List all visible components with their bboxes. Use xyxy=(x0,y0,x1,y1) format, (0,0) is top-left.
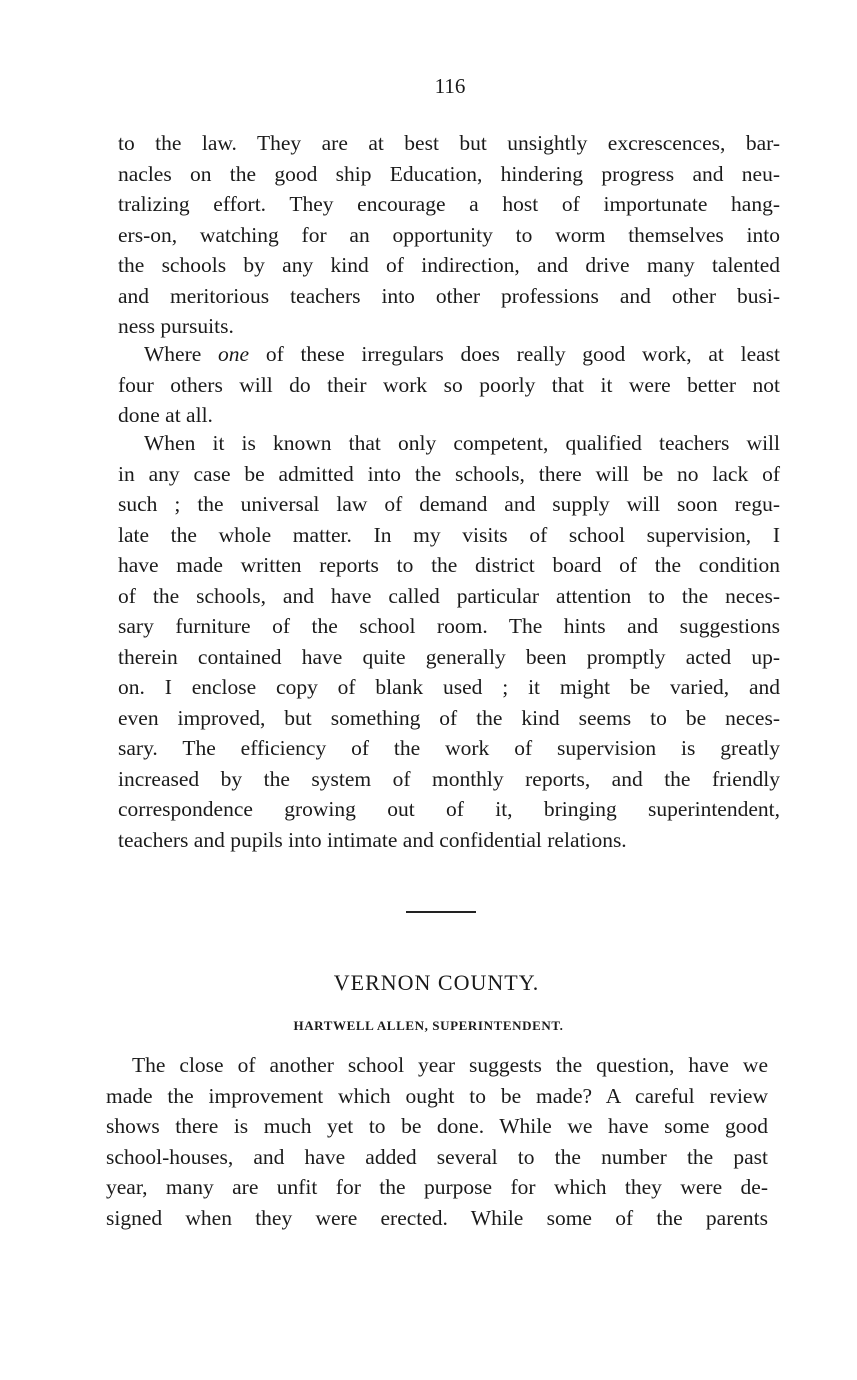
text-line: sary furniture of the school room. The hints and suggestions xyxy=(118,614,780,638)
text-fragment: Where xyxy=(144,342,219,366)
text-line: done at all. xyxy=(118,403,213,427)
text-line: school-houses, and have added several to the number the past xyxy=(106,1144,768,1169)
text-line: such ; the universal law of demand and supply will soon regu- xyxy=(118,492,780,516)
section-heading: VERNON COUNTY. xyxy=(333,970,540,995)
section-divider xyxy=(406,911,476,913)
text-line: ers-on, watching for an opportunity to worm themselves into xyxy=(118,222,780,247)
text-line: sary. The efficiency of the work of supervision is greatly xyxy=(118,736,780,760)
text-line: to the law. They are at best but unsightly excrescences, bar- xyxy=(118,131,780,155)
text-line: teachers and pupils into intimate and confidential relations. xyxy=(118,827,627,852)
text-line: on. I enclose copy of blank used ; it might be varied, and xyxy=(118,675,780,699)
text-line: the schools by any kind of indirection, and drive many talented xyxy=(118,253,780,277)
text-line: year, many are unfit for the purpose for which they were de- xyxy=(106,1175,768,1199)
text-line: have made written reports to the district board of the condition xyxy=(118,553,780,577)
text-line: in any case be admitted into the schools, there will be no lack of xyxy=(118,461,780,486)
text-line: correspondence growing out of it, bringing superintendent, xyxy=(118,797,780,821)
text-line: increased by the system of monthly reports, and the friendly xyxy=(118,766,780,791)
text-line: even improved, but something of the kind seems to be neces- xyxy=(118,705,780,730)
page-number: 116 xyxy=(434,74,466,98)
paragraph-continuation xyxy=(118,128,780,342)
paragraph-qualified-teachers xyxy=(118,428,780,855)
superintendent-byline: HARTWELL ALLEN, SUPERINTENDENT. xyxy=(293,1018,564,1033)
text-line: and meritorious teachers into other professions and other busi- xyxy=(118,283,780,308)
text-line: ness pursuits. xyxy=(118,314,234,338)
text-line: late the whole matter. In my visits of school supervision, I xyxy=(118,522,780,547)
emphasis-text: one xyxy=(218,342,250,366)
paragraph-vernon-report xyxy=(106,1050,768,1233)
text-line: made the improvement which ought to be made? A careful review xyxy=(106,1083,768,1108)
text-line: signed when they were erected. While some of the parents xyxy=(106,1205,768,1230)
text-line: tralizing effort. They encourage a host of importunate hang- xyxy=(118,192,780,216)
text-line: therein contained have quite generally been promptly acted up- xyxy=(118,644,780,669)
text-line: nacles on the good ship Education, hindering progress and neu- xyxy=(118,161,780,186)
text-line: of the schools, and have called particular attention to the neces- xyxy=(118,583,780,608)
paragraph-irregulars xyxy=(118,339,780,431)
text-line: four others will do their work so poorly that it were better not xyxy=(118,372,780,397)
text-fragment: of these irregulars does really good work, at least xyxy=(249,342,780,366)
text-line: When it is known that only competent, qualified teachers will xyxy=(144,431,780,455)
text-line xyxy=(118,339,780,370)
text-line: The close of another school year suggests the question, have we xyxy=(132,1053,768,1077)
text-line: shows there is much yet to be done. While we have some good xyxy=(106,1114,768,1138)
